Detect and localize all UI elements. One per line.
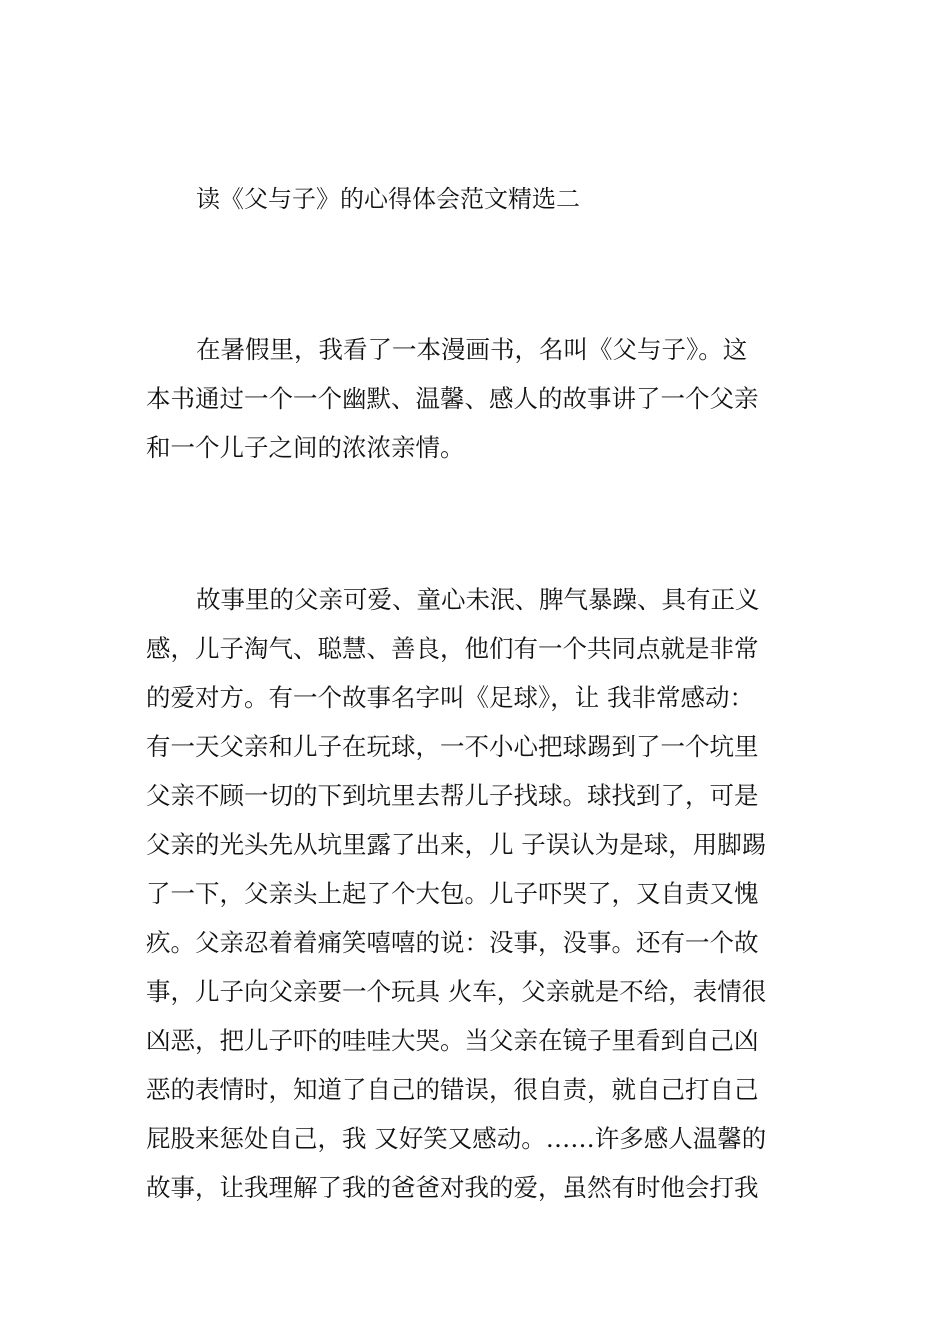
paragraph-line: 事，儿子向父亲要一个玩具 火车，父亲就是不给，表情很 [146,977,767,1006]
paragraph-line: 屁股来惩处自己，我 又好笑又感动。……许多感人温馨的 [146,1124,767,1153]
paragraph-line: 故事，让我理解了我的爸爸对我的爱，虽然有时他会打我 [146,1173,759,1202]
paragraph-line: 了一下，父亲头上起了个大包。儿子吓哭了，又自责又愧 [146,879,759,908]
paragraph-line: 在暑假里，我看了一本漫画书，名叫《父与子》。这 [196,335,748,364]
paragraph-line: 的爱对方。有一个故事名字叫《足球》，让 我非常感动： [146,683,755,712]
paragraph-line: 疚。父亲忍着着痛笑嘻嘻的说：没事，没事。还有一个故 [146,928,759,957]
paragraph-line: 故事里的父亲可爱、童心未泯、脾气暴躁、具有正义 [196,585,760,614]
paragraph-line: 凶恶，把儿子吓的哇哇大哭。当父亲在镜子里看到自己凶 [146,1026,759,1055]
paragraph-line: 有一天父亲和儿子在玩球，一不小心把球踢到了一个坑里 [146,732,759,761]
paragraph-line: 和一个儿子之间的浓浓亲情。 [146,433,465,462]
paragraph-line: 父亲不顾一切的下到坑里去帮儿子找球。球找到了，可是 [146,781,759,810]
paragraph-line: 父亲的光头先从坑里露了出来，儿 子误认为是球，用脚踢 [146,830,767,859]
document-title: 读《父与子》的心得体会范文精选二 [196,185,580,213]
paragraph-line: 感，儿子淘气、聪慧、善良，他们有一个共同点就是非常 [146,634,759,663]
paragraph-line: 本书通过一个一个幽默、温馨、感人的故事讲了一个父亲 [146,384,759,413]
paragraph-line: 恶的表情时，知道了自己的错误，很自责，就自己打自己 [146,1075,759,1104]
